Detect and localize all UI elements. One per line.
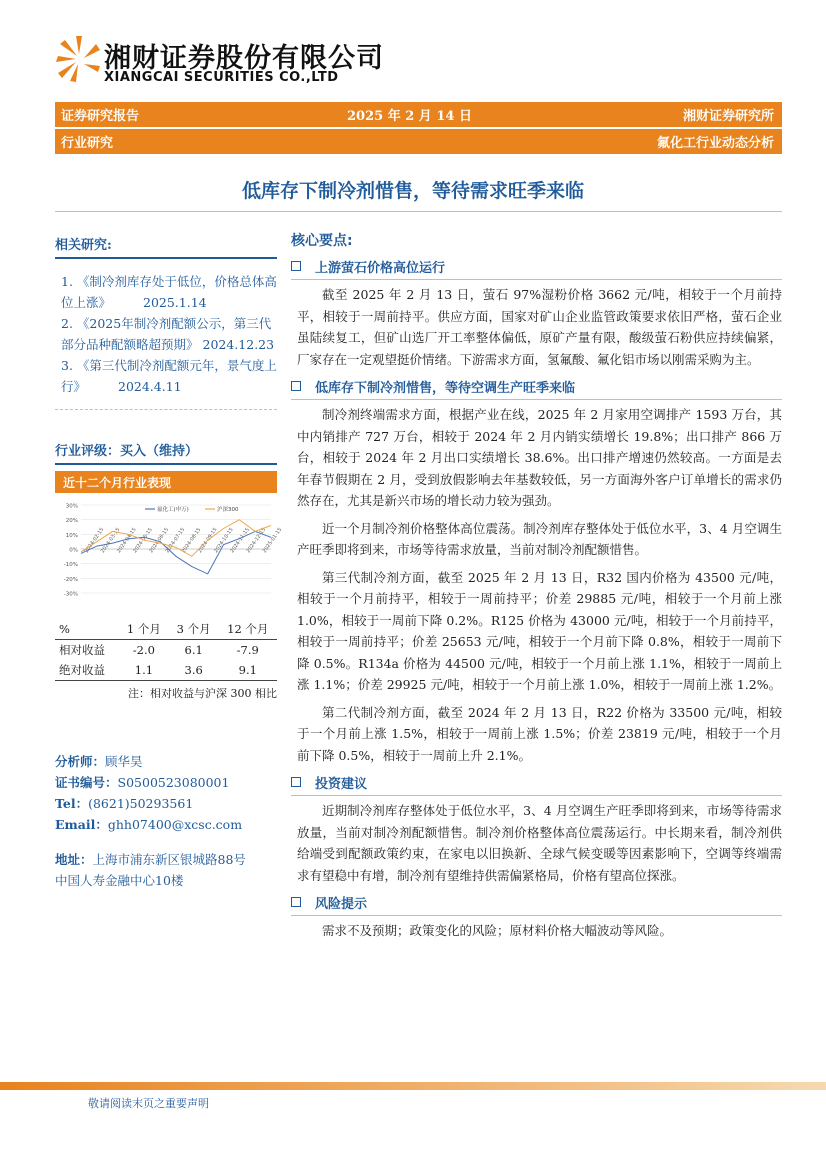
footer-bar <box>0 1082 826 1090</box>
header-bar-bottom <box>55 129 782 154</box>
paragraph: 截至 2025 年 2 月 13 日，萤石 97%湿粉价格 3662 元/吨，相较于一个月前持平，相较于一周前持平。供应方面，国家对矿山企业监管政策要求依旧严格，萤石企业虽陆续复工，但矿山选厂开工率整体偏低，原矿产量有限，酸级萤石粉供应持续偏紧，厂家存在一定观望挺价情绪。下游需求方面，氢氟酸、氟化铝市场以刚需采购为主。 <box>297 287 782 367</box>
disclaimer-notice[interactable]: 敬请阅读末页之重要声明 <box>88 1097 209 1110</box>
related-research-label: 相关研究: <box>55 238 112 253</box>
section-divider <box>291 915 782 916</box>
section-heading <box>291 376 782 396</box>
x-tick-label: 2024-12-15 <box>245 526 268 555</box>
y-tick-label: 10% <box>65 532 78 539</box>
y-tick-label: -20% <box>63 576 78 583</box>
tel-label: Tel： <box>55 796 89 811</box>
analyst-label: 分析师： <box>55 754 106 769</box>
x-tick-label: 2024-06-15 <box>148 526 171 555</box>
page-title: 低库存下制冷剂惜售，等待需求旺季来临 <box>241 180 584 202</box>
address-label: 地址： <box>55 852 93 867</box>
related-item[interactable] <box>61 313 277 355</box>
cert-label: 证书编号： <box>55 775 118 790</box>
paragraph: 近期制冷剂库存整体处于低位水平，3、4 月空调生产旺季即将到来，市场等待需求放量，当前对制冷剂配额惜售。制冷剂价格整体高位震荡运行。中长期来看，制冷剂供给端受到配额政策约束，在家电以旧换新、全球气候变暖等因素影响下，空调等终端需求有望稳中有增，制冷剂有望维持供需偏紧格局，价格有望高位探涨。 <box>297 803 782 883</box>
x-tick-label: 2025-01-15 <box>261 526 284 555</box>
rating-divider <box>55 463 277 465</box>
company-name-en: XIANGCAI SECURITIES CO.,LTD <box>104 70 339 85</box>
address-line-2: 中国人寿金融中心10楼 <box>55 873 184 888</box>
x-tick-label: 2024-07-15 <box>164 526 187 555</box>
section-heading <box>291 892 782 912</box>
related-item[interactable] <box>61 271 277 313</box>
related-item[interactable] <box>61 355 277 397</box>
x-tick-label: 2024-03-15 <box>99 526 122 555</box>
table-cell: 3.6 <box>169 660 219 681</box>
section-divider <box>291 279 782 280</box>
checkbox-icon <box>291 261 301 271</box>
legend-label: 沪深300 <box>217 507 239 513</box>
x-tick-label: 2024-11-15 <box>229 526 251 555</box>
section-heading <box>291 256 782 276</box>
paragraph: 制冷剂终端需求方面，根据产业在线，2025 年 2 月家用空调排产 1593 万台，其中内销排产 727 万台，相较于 2024 年 2 月内销实绩增长 19.8%；出口排产 866 万台，相较于 2024 年 2 月出口实绩增长 38.6%。出口排产增速仍然较高。一方面是去年春节假期在 2 月，受到放假影响去年基数较低，另一方面海外客户订单增长的需求仍然存在，尤其是新兴市场的增长动力较为强劲。 <box>297 407 782 508</box>
table-row <box>55 660 277 681</box>
x-tick-label: 2024-09-15 <box>196 526 219 555</box>
section-divider <box>291 399 782 400</box>
table-row <box>55 640 277 661</box>
related-item-title: 2. 《2025年制冷剂配额公示，第三代部分品种配额略超预期》 <box>61 316 272 352</box>
industry-rating: 行业评级：买入（维持） <box>55 444 199 459</box>
table-cell: 6.1 <box>184 643 203 657</box>
table-cell: 绝对收益 <box>55 660 119 681</box>
report-type: 证券研究报告 <box>61 109 140 124</box>
section-heading-text: 低库存下制冷剂惜售，等待空调生产旺季来临 <box>315 380 576 396</box>
related-item-date: 2025.1.14 <box>143 295 207 310</box>
cert-number: S0500523080001 <box>117 775 230 790</box>
y-tick-label: 20% <box>65 518 78 525</box>
table-cell: -2.0 <box>132 643 155 657</box>
checkbox-icon <box>291 897 301 907</box>
paragraph: 近一个月制冷剂价格整体高位震荡。制冷剂库存整体处于低位水平，3、4 月空调生产旺季即将到来，市场等待需求放量，当前对制冷剂配额惜售。 <box>297 520 782 557</box>
y-tick-label: 0% <box>69 547 78 554</box>
institute-name: 湘财证券研究所 <box>682 109 774 124</box>
paragraph: 第二代制冷剂方面，截至 2024 年 2 月 13 日，R22 价格为 33500 元/吨，相较于一个月前上涨 1.5%，相较于一周前上涨 1.5%；价差 23819 元/吨，相较于一个月前下降 0.5%，相较于一周前上升 2.1%。 <box>297 704 782 763</box>
performance-table <box>55 619 277 681</box>
section-heading-text: 上游萤石价格高位运行 <box>315 260 446 276</box>
checkbox-icon <box>291 381 301 391</box>
company-logo-icon <box>56 34 102 84</box>
related-item-title: 1. 《制冷剂库存处于低位，价格总体高位上涨》 <box>61 274 277 310</box>
table-cell: 相对收益 <box>59 643 105 657</box>
analyst-name: 顾华昊 <box>105 754 143 769</box>
paragraph: 第三代制冷剂方面，截至 2025 年 2 月 13 日，R32 国内价格为 43500 元/吨，相较于一个月前持平，相较于一周前持平；价差 29885 元/吨，相较于一个月前上涨 1.0%，相较于一周前下降 0.2%。R125 价格为 43000 元/吨，相较于一个月前持平，相较于一周前持平；价差 25653 元/吨，相较于一个月前下降 0.8%，相较于一周前下降 0.5%。R134a 价格为 44500 元/吨，相较于一个月前上涨 1.1%，相较于一周前上涨 1.1%；价差 29925 元/吨，相较于一个月前上涨 1.0%，相较于一周前上涨 1.2%。 <box>297 569 782 692</box>
y-tick-label: -10% <box>63 562 78 569</box>
address-line-1: 上海市浦东新区银城路88号 <box>92 852 246 867</box>
report-series: 氟化工行业动态分析 <box>656 136 774 151</box>
company-name-cn: 湘财证券股份有限公司 <box>104 43 384 74</box>
table-cell: -7.9 <box>236 643 259 657</box>
related-item-title: 3. 《第三代制冷剂配额元年，景气度上行》 <box>61 358 277 394</box>
performance-chart <box>55 497 284 615</box>
section-heading-text: 投资建议 <box>315 776 368 792</box>
tel-number: (8621)50293561 <box>88 796 194 811</box>
email-link[interactable]: ghh07400@xcsc.com <box>107 817 243 832</box>
analyst-contact <box>55 751 277 891</box>
table-header-cell: 12 个月 <box>219 619 277 640</box>
x-tick-label: 2024-05-15 <box>132 526 154 555</box>
x-tick-label: 2024-10-15 <box>213 526 235 555</box>
section-heading-text: 风险提示 <box>315 896 368 912</box>
related-list <box>55 271 277 397</box>
related-divider <box>55 257 277 259</box>
report-category: 行业研究 <box>61 136 114 151</box>
x-tick-label: 2024-08-15 <box>180 526 203 555</box>
x-tick-label: 2024-02-15 <box>83 526 106 555</box>
core-points-title: 核心要点: <box>291 233 353 249</box>
table-cell: 9.1 <box>219 660 277 681</box>
paragraph: 需求不及预期；政策变化的风险；原材料价格大幅波动等风险。 <box>322 923 673 938</box>
table-header-cell: 1 个月 <box>119 619 169 640</box>
section-heading <box>291 772 782 792</box>
legend-label: 氟化工(申万) <box>157 507 189 513</box>
related-item-date: 2024.12.23 <box>202 337 275 352</box>
table-cell: 1.1 <box>119 660 169 681</box>
related-item-date: 2024.4.11 <box>118 379 182 394</box>
table-header-cell: % <box>55 619 119 640</box>
table-header-row <box>55 619 277 640</box>
dotted-divider <box>55 409 277 410</box>
x-tick-label: 2024-04-15 <box>116 526 138 555</box>
performance-label: 近十二个月行业表现 <box>55 471 277 493</box>
sidebar <box>55 226 284 891</box>
checkbox-icon <box>291 777 301 787</box>
main-content <box>291 230 782 942</box>
y-tick-label: -30% <box>63 591 78 598</box>
email-label: Email： <box>55 817 108 832</box>
y-tick-label: 30% <box>65 503 78 510</box>
report-date: 2025 年 2 月 14 日 <box>347 109 472 124</box>
section-divider <box>291 795 782 796</box>
table-note: 注：相对收益与沪深 300 相比 <box>128 687 277 700</box>
table-header-cell: 3 个月 <box>169 619 219 640</box>
title-divider <box>55 211 782 212</box>
header-bar-top <box>55 102 782 127</box>
